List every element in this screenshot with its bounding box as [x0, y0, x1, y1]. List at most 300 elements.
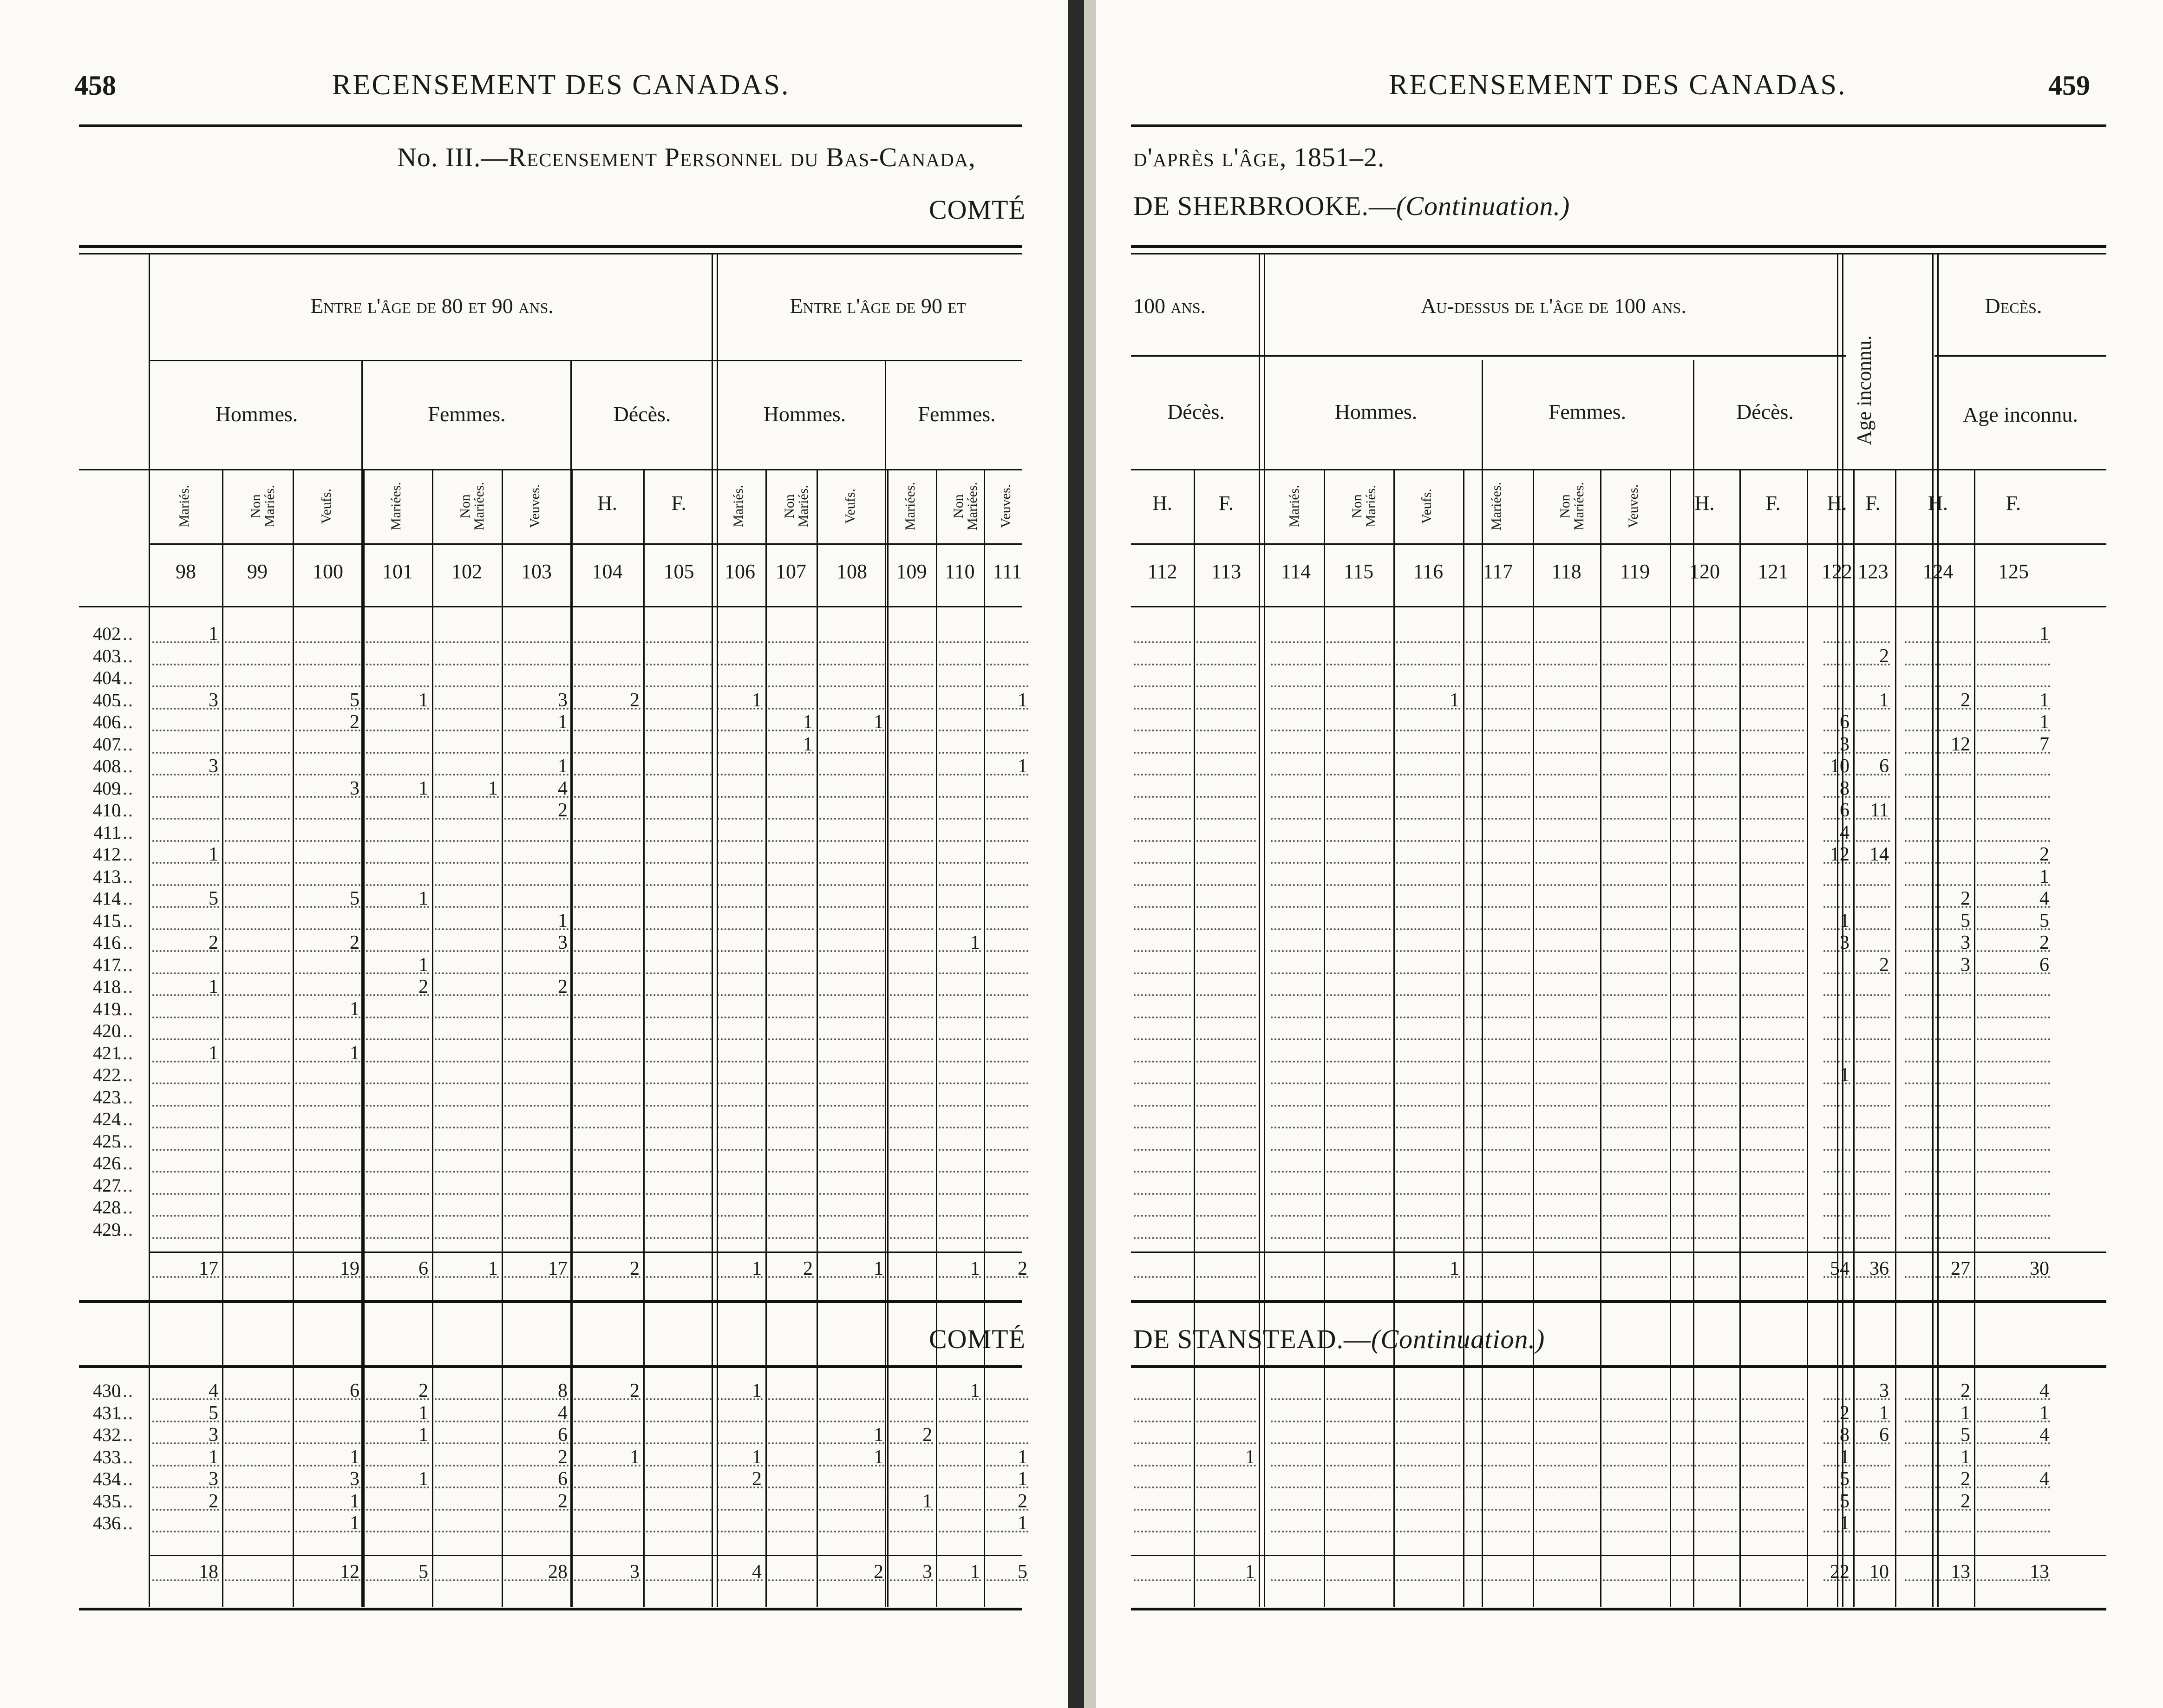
- cell-leader: [1603, 641, 1667, 643]
- cell-leader: [295, 1193, 360, 1195]
- cell-leader: [225, 1105, 290, 1107]
- cell-leader: [1396, 1215, 1460, 1217]
- column-header: F.: [1865, 492, 1881, 515]
- cell-leader: [366, 1215, 429, 1217]
- cell-leader: [768, 641, 814, 643]
- cell-leader: [1466, 730, 1530, 731]
- table-cell: 1: [1960, 1446, 1970, 1468]
- cell-leader: [646, 730, 712, 731]
- cell-leader: [1742, 1017, 1804, 1018]
- table-cell: 1: [350, 1042, 359, 1064]
- total-cell: 3: [922, 1561, 932, 1583]
- column-rule: [293, 469, 294, 1607]
- table-cell: 1: [1018, 1512, 1027, 1534]
- cell-leader: [1196, 906, 1256, 908]
- column-number: 105: [663, 560, 694, 583]
- cell-leader: [987, 1193, 1028, 1195]
- cell-leader: [939, 1531, 981, 1532]
- cell-leader: [1396, 862, 1460, 864]
- cell-leader: [435, 994, 499, 996]
- column-header: Veufs.: [1419, 489, 1434, 524]
- total-cell: 12: [340, 1561, 359, 1583]
- cell-leader: [987, 1061, 1028, 1063]
- column-rule: [1463, 469, 1464, 1607]
- cell-leader: [890, 928, 933, 930]
- cell-leader: [1271, 1486, 1321, 1488]
- column-header: F.: [1765, 492, 1781, 515]
- cell-leader: [819, 928, 884, 930]
- cell-leader: [1856, 884, 1890, 886]
- table-cell: 2: [1960, 1468, 1970, 1490]
- cell-leader: [295, 994, 360, 996]
- cell-leader: [768, 1171, 814, 1173]
- cell-leader: [646, 994, 712, 996]
- cell-leader: [987, 752, 1028, 754]
- cell-leader: [1673, 1127, 1737, 1128]
- cell-leader: [1856, 950, 1890, 952]
- column-header: Non Mariées.: [950, 482, 980, 531]
- cell-leader: [1327, 1237, 1391, 1239]
- cell-leader: [152, 1017, 219, 1018]
- column-rule: [432, 469, 433, 1607]
- cell-leader: [1134, 818, 1191, 820]
- cell-leader: [1271, 1171, 1321, 1173]
- cell-leader: [295, 862, 360, 864]
- cell-leader: [574, 972, 640, 974]
- row-number: 428: [93, 1197, 121, 1218]
- cell-leader: [1134, 1149, 1191, 1151]
- cell-leader: [1536, 1465, 1597, 1467]
- cell-leader: [646, 1531, 712, 1532]
- cell-leader: [646, 664, 712, 665]
- table-cell: 1: [1879, 689, 1889, 711]
- column-number: 124: [1922, 560, 1954, 583]
- cell-leader: [939, 818, 981, 820]
- cell-leader: [939, 685, 981, 687]
- cell-leader: [1603, 1038, 1667, 1040]
- cell-leader: [435, 1237, 499, 1239]
- cell-leader: [295, 664, 360, 665]
- table-cell: 1: [1840, 1446, 1849, 1468]
- cell-leader: [1856, 840, 1890, 842]
- cell-leader: [1196, 685, 1256, 687]
- cell-leader: [504, 1017, 569, 1018]
- total-cell: 1: [1245, 1561, 1255, 1583]
- row-leader: ...: [117, 821, 134, 843]
- cell-leader: [819, 1082, 884, 1084]
- table-cell: 2: [922, 1424, 932, 1446]
- sub-divider: [79, 469, 1022, 470]
- cell-leader: [939, 840, 981, 842]
- cell-leader: [1466, 796, 1530, 798]
- cell-leader: [574, 1038, 640, 1040]
- cell-leader: [768, 1465, 814, 1467]
- table-cell: 5: [1840, 1490, 1849, 1512]
- cell-leader: [1396, 1442, 1460, 1444]
- cell-leader: [717, 1531, 763, 1532]
- column-number: 104: [592, 560, 623, 583]
- column-header: Non Mariés.: [782, 485, 811, 528]
- cell-leader: [1466, 950, 1530, 952]
- table-cell: 5: [350, 888, 359, 909]
- cell-leader: [1603, 884, 1667, 886]
- head-rule: [79, 124, 1022, 127]
- cell-leader: [366, 1531, 429, 1532]
- cell-leader: [1271, 796, 1321, 798]
- cell-leader: [1196, 1442, 1256, 1444]
- cell-leader: [225, 641, 290, 643]
- cell-leader: [1856, 730, 1890, 731]
- column-rule: [712, 254, 718, 1607]
- cell-leader: [1603, 664, 1667, 665]
- cell-leader: [646, 1149, 712, 1151]
- cell-leader: [646, 641, 712, 643]
- cell-leader: [1327, 1105, 1391, 1107]
- cell-leader: [1603, 752, 1667, 754]
- cell-leader: [939, 1215, 981, 1217]
- row-number: 435: [93, 1490, 121, 1512]
- cell-leader: [1196, 641, 1256, 643]
- table-cell: 1: [630, 1446, 640, 1468]
- table-cell: 1: [350, 1512, 359, 1534]
- cell-leader: [1466, 752, 1530, 754]
- cell-leader: [435, 840, 499, 842]
- column-rule: [765, 469, 767, 1607]
- cell-leader: [295, 685, 360, 687]
- sub-deces: Décès.: [613, 402, 671, 426]
- cell-leader: [1134, 1017, 1191, 1018]
- cell-leader: [890, 1421, 933, 1422]
- row-leader: ...: [117, 645, 134, 666]
- cell-leader: [819, 708, 884, 710]
- cell-leader: [768, 1082, 814, 1084]
- cell-leader: [939, 1149, 981, 1151]
- cell-leader: [1396, 1421, 1460, 1422]
- sub-divider-2: [1846, 469, 2106, 470]
- cell-leader: [890, 862, 933, 864]
- cell-leader: [1603, 1237, 1667, 1239]
- row-leader: ...: [117, 976, 134, 997]
- table-cell: 1: [752, 1446, 762, 1468]
- cell-leader: [939, 1421, 981, 1422]
- row-number: 409: [93, 777, 121, 799]
- cell-leader: [939, 1237, 981, 1239]
- cell-leader: [1536, 884, 1597, 886]
- cell-leader: [435, 884, 499, 886]
- cell-leader: [1196, 1038, 1256, 1040]
- cell-leader: [819, 1017, 884, 1018]
- page-number: 458: [74, 70, 116, 101]
- cell-leader: [435, 1193, 499, 1195]
- cell-leader: [890, 1531, 933, 1532]
- row-leader: ...: [117, 1446, 134, 1467]
- cell-leader: [646, 1171, 712, 1173]
- cell-leader: [939, 972, 981, 974]
- cell-leader: [1271, 730, 1321, 731]
- cell-leader: [987, 1105, 1028, 1107]
- cell-leader: [1673, 1421, 1737, 1422]
- table-cell: 3: [350, 1468, 359, 1490]
- cell-leader: [717, 1127, 763, 1128]
- column-number: 103: [521, 560, 552, 583]
- cell-leader: [574, 796, 640, 798]
- cell-leader: [1536, 1149, 1597, 1151]
- row-number: 411: [93, 821, 121, 843]
- cell-leader: [1673, 1465, 1737, 1467]
- cell-leader: [1603, 994, 1667, 996]
- row-number: 420: [93, 1020, 121, 1041]
- totals-divider-2: [150, 1555, 1022, 1556]
- cell-leader: [768, 884, 814, 886]
- cell-leader: [1977, 840, 2050, 842]
- cell-leader: [435, 664, 499, 665]
- column-header: Veuves.: [527, 484, 542, 528]
- cell-leader: [152, 1105, 219, 1107]
- cell-leader: [717, 1082, 763, 1084]
- cell-leader: [1196, 1082, 1256, 1084]
- cell-leader: [1271, 664, 1321, 665]
- cell-leader: [1396, 1017, 1460, 1018]
- cell-leader: [819, 1061, 884, 1063]
- cell-leader: [1673, 774, 1737, 776]
- cell-leader: [717, 1193, 763, 1195]
- total-cell: 1: [752, 1258, 762, 1279]
- table-cell: 1: [1840, 1064, 1849, 1086]
- row-leader: ...: [117, 689, 134, 711]
- cell-leader: [504, 664, 569, 665]
- table-cell: 1: [558, 756, 568, 777]
- cell-leader: [768, 1486, 814, 1488]
- cell-leader: [1603, 1486, 1667, 1488]
- cell-leader: [1742, 752, 1804, 754]
- sherbrooke-cont: (Continuation.): [1396, 191, 1570, 221]
- cell-leader: [1603, 1017, 1667, 1018]
- cell-leader: [939, 1509, 981, 1511]
- cell-leader: [987, 685, 1028, 687]
- colhdr-divider: [150, 543, 1022, 545]
- table-cell: 5: [1960, 1424, 1970, 1446]
- cell-leader: [717, 1215, 763, 1217]
- cell-leader: [1466, 994, 1530, 996]
- cell-leader: [152, 1038, 219, 1040]
- cell-leader: [1327, 752, 1391, 754]
- column-header: Mariés.: [731, 485, 746, 528]
- cell-leader: [890, 708, 933, 710]
- total-cell: 4: [752, 1561, 762, 1583]
- cell-leader: [768, 972, 814, 974]
- sub-age-inconnu: Age inconnu.: [1963, 403, 2078, 426]
- cell-leader: [225, 1193, 290, 1195]
- cell-leader: [987, 950, 1028, 952]
- table-cell: 1: [874, 711, 883, 733]
- cell-leader: [717, 685, 763, 687]
- cell-leader: [646, 752, 712, 754]
- row-number: 431: [93, 1402, 121, 1423]
- cell-leader: [1196, 1171, 1256, 1173]
- cell-leader: [1536, 1061, 1597, 1063]
- cell-leader: [1396, 1127, 1460, 1128]
- column-number: 102: [451, 560, 482, 583]
- cell-leader: [435, 1509, 499, 1511]
- cell-leader: [1134, 972, 1191, 974]
- cell-leader: [939, 730, 981, 731]
- cell-leader: [574, 950, 640, 952]
- row-leader: ...: [117, 1042, 134, 1063]
- cell-leader: [890, 664, 933, 665]
- cell-leader: [890, 796, 933, 798]
- cell-leader: [1134, 1486, 1191, 1488]
- row-number: 430: [93, 1380, 121, 1401]
- cell-leader: [890, 1105, 933, 1107]
- total-cell: 18: [199, 1561, 218, 1583]
- cell-leader: [1271, 1237, 1321, 1239]
- row-number: 417: [93, 954, 121, 975]
- cell-leader: [717, 796, 763, 798]
- cell-leader: [1673, 1276, 1737, 1278]
- column-header: Non Mariées.: [1557, 482, 1587, 531]
- cell-leader: [646, 1442, 712, 1444]
- column-rule: [1393, 469, 1395, 1607]
- table-cell: 2: [558, 800, 568, 821]
- cell-leader: [225, 1215, 290, 1217]
- row-number: 402: [93, 623, 121, 644]
- cell-leader: [1271, 1193, 1321, 1195]
- cell-leader: [295, 641, 360, 643]
- table-cell: 1: [874, 1446, 883, 1468]
- table-cell: 2: [1960, 1380, 1970, 1402]
- cell-leader: [646, 1237, 712, 1239]
- cell-leader: [366, 774, 429, 776]
- cell-leader: [1134, 1237, 1191, 1239]
- table-cell: 1: [1018, 756, 1027, 777]
- cell-leader: [366, 1465, 429, 1467]
- cell-leader: [890, 1082, 933, 1084]
- cell-leader: [646, 1105, 712, 1107]
- cell-leader: [1603, 685, 1667, 687]
- cell-leader: [435, 1149, 499, 1151]
- cell-leader: [1977, 1061, 2050, 1063]
- cell-leader: [1742, 1237, 1804, 1239]
- table-cell: 12: [1830, 844, 1849, 865]
- table-cell: 1: [752, 1380, 762, 1402]
- cell-leader: [1271, 1579, 1321, 1581]
- column-number: 113: [1211, 560, 1242, 583]
- cell-leader: [1466, 641, 1530, 643]
- cell-leader: [1466, 928, 1530, 930]
- cell-leader: [1327, 862, 1391, 864]
- cell-leader: [1134, 774, 1191, 776]
- column-rule: [361, 360, 363, 1607]
- cell-leader: [890, 730, 933, 731]
- bottom-rule: [1131, 1608, 2106, 1610]
- row-leader: ...: [117, 1402, 134, 1423]
- cell-leader: [1603, 1171, 1667, 1173]
- cell-leader: [717, 1061, 763, 1063]
- cell-leader: [1327, 1193, 1391, 1195]
- column-number: 122: [1822, 560, 1852, 583]
- cell-leader: [1603, 1421, 1667, 1422]
- row-leader: ...: [117, 1064, 134, 1085]
- cell-leader: [1673, 752, 1737, 754]
- table-title: [397, 142, 976, 173]
- cell-leader: [295, 972, 360, 974]
- cell-leader: [819, 1149, 884, 1151]
- section-2-top-rule: [1131, 1365, 2106, 1368]
- cell-leader: [1856, 1017, 1890, 1018]
- cell-leader: [1466, 1149, 1530, 1151]
- cell-leader: [890, 972, 933, 974]
- cell-leader: [1742, 641, 1804, 643]
- cell-leader: [1673, 1061, 1737, 1063]
- row-leader: ...: [117, 1174, 134, 1196]
- cell-leader: [152, 1149, 219, 1151]
- column-rule: [1194, 469, 1195, 1607]
- cell-leader: [574, 818, 640, 820]
- table-cell: 2: [558, 1446, 568, 1468]
- cell-leader: [717, 1421, 763, 1422]
- cell-leader: [1977, 796, 2050, 798]
- cell-leader: [819, 774, 884, 776]
- table-cell: 3: [1840, 932, 1849, 953]
- cell-leader: [987, 796, 1028, 798]
- cell-leader: [1396, 928, 1460, 930]
- cell-leader: [1396, 1193, 1460, 1195]
- cell-leader: [1134, 884, 1191, 886]
- cell-leader: [1196, 1149, 1256, 1151]
- cell-leader: [1673, 1531, 1737, 1532]
- cell-leader: [1977, 1149, 2050, 1151]
- cell-leader: [1396, 1531, 1460, 1532]
- cell-leader: [1977, 1193, 2050, 1195]
- cell-leader: [435, 1127, 499, 1128]
- table-cell: 1: [2039, 711, 2049, 733]
- cell-leader: [435, 928, 499, 930]
- cell-leader: [1977, 1465, 2050, 1467]
- cell-leader: [1396, 1149, 1460, 1151]
- cell-leader: [1673, 1038, 1737, 1040]
- cell-leader: [1673, 796, 1737, 798]
- cell-leader: [987, 1442, 1028, 1444]
- cell-leader: [366, 862, 429, 864]
- comte-label: COMTÉ: [929, 195, 1026, 225]
- cell-leader: [1196, 994, 1256, 996]
- title-prefix: No. III.—: [397, 142, 509, 172]
- cell-leader: [1271, 994, 1321, 996]
- cell-leader: [225, 1509, 290, 1511]
- column-header: Veuves.: [1626, 484, 1641, 528]
- cell-leader: [1466, 708, 1530, 710]
- column-rule: [1482, 360, 1483, 1607]
- row-leader: ...: [117, 1380, 134, 1401]
- cell-leader: [1327, 928, 1391, 930]
- column-rule: [222, 469, 223, 1607]
- table-cell: 1: [1840, 1512, 1849, 1534]
- column-number: 100: [313, 560, 343, 583]
- cell-leader: [1742, 1465, 1804, 1467]
- cell-leader: [768, 1215, 814, 1217]
- cell-leader: [152, 972, 219, 974]
- cell-leader: [366, 730, 429, 731]
- cell-leader: [1466, 1127, 1530, 1128]
- cell-leader: [1134, 752, 1191, 754]
- section-1-end-rule: [1131, 1300, 2106, 1303]
- cell-leader: [768, 1398, 814, 1400]
- row-number: 429: [93, 1219, 121, 1240]
- cell-leader: [1134, 1193, 1191, 1195]
- row-number: 407: [93, 733, 121, 755]
- cell-leader: [1466, 1579, 1530, 1581]
- cell-leader: [1271, 1276, 1321, 1278]
